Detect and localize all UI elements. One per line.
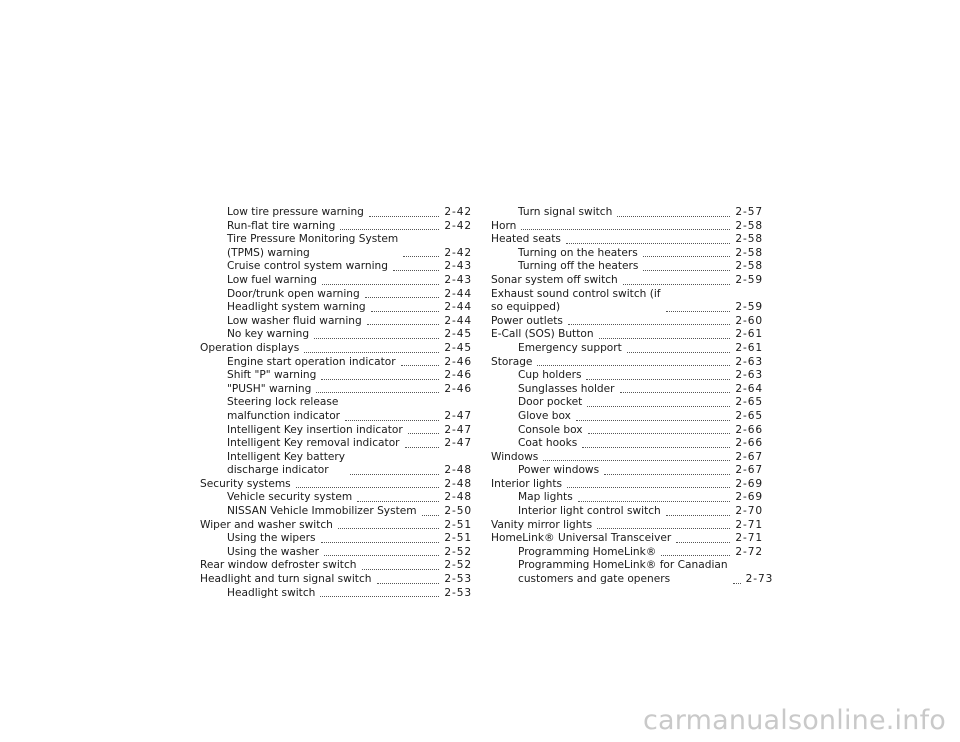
- dot-leader: [588, 433, 731, 434]
- toc-entry-page-number: 2-59: [735, 273, 763, 286]
- toc-entry-title: Glove box: [518, 409, 571, 422]
- dot-leader: [578, 501, 731, 502]
- toc-entry-title: Windows: [491, 450, 539, 463]
- watermark-text: carmanualsonline.info: [643, 705, 946, 736]
- toc-entry[interactable]: [200, 342, 472, 356]
- toc-entry-title: Using the wipers: [227, 532, 316, 545]
- toc-entry[interactable]: [491, 288, 763, 315]
- toc-entry[interactable]: [491, 396, 763, 410]
- dot-leader: [576, 420, 730, 421]
- toc-entry[interactable]: [491, 546, 763, 560]
- toc-entry-page-number: 2-70: [735, 505, 763, 518]
- toc-entry[interactable]: [491, 315, 763, 329]
- toc-entry[interactable]: [491, 369, 763, 383]
- dot-leader: [324, 555, 439, 556]
- toc-entry-title: Turning on the heaters: [518, 246, 638, 259]
- dot-leader: [321, 379, 439, 380]
- dot-leader: [599, 338, 731, 339]
- toc-entry-page-number: 2-61: [735, 328, 763, 341]
- toc-entry-page-number: 2-63: [735, 369, 763, 382]
- toc-entry-page-number: 2-58: [735, 233, 763, 246]
- dot-leader: [582, 447, 730, 448]
- toc-entry-title: Security systems: [200, 477, 291, 490]
- toc-entry-page-number: 2-53: [444, 573, 472, 586]
- dot-leader: [566, 243, 730, 244]
- toc-entry-page-number: 2-63: [735, 355, 763, 368]
- toc-entry[interactable]: [200, 437, 472, 451]
- toc-entry[interactable]: [200, 356, 472, 370]
- dot-leader: [316, 392, 439, 393]
- toc-entry[interactable]: [200, 573, 472, 587]
- dot-leader: [321, 542, 440, 543]
- toc-entry[interactable]: [200, 532, 472, 546]
- toc-entry[interactable]: [200, 260, 472, 274]
- dot-leader: [623, 284, 731, 285]
- toc-entry-page-number: 2-58: [735, 219, 763, 232]
- dot-leader: [586, 379, 730, 380]
- dot-leader: [340, 229, 439, 230]
- toc-entry[interactable]: [200, 519, 472, 533]
- toc-entry[interactable]: [200, 206, 472, 220]
- toc-entry[interactable]: [200, 491, 472, 505]
- toc-entry[interactable]: [200, 478, 472, 492]
- toc-entry-title: Power outlets: [491, 314, 563, 327]
- dot-leader: [643, 270, 730, 271]
- dot-leader: [666, 311, 731, 312]
- toc-entry[interactable]: [200, 505, 472, 519]
- dot-leader: [369, 216, 439, 217]
- dot-leader: [314, 338, 439, 339]
- dot-leader: [377, 583, 440, 584]
- dot-leader: [567, 487, 730, 488]
- toc-entry[interactable]: [491, 464, 763, 478]
- toc-entry-page-number: 2-71: [735, 518, 763, 531]
- dot-leader: [604, 474, 730, 475]
- toc-entry-page-number: 2-46: [444, 355, 472, 368]
- toc-entry-page-number: 2-58: [735, 260, 763, 273]
- toc-entry[interactable]: [491, 410, 763, 424]
- toc-entry[interactable]: [491, 505, 763, 519]
- toc-entry-title: Wiper and washer switch: [200, 518, 333, 531]
- dot-leader: [422, 515, 440, 516]
- toc-entry-page-number: 2-42: [444, 246, 472, 259]
- toc-entry-page-number: 2-65: [735, 409, 763, 422]
- dot-leader: [587, 406, 730, 407]
- toc-entry-title: Tire Pressure Monitoring System (TPMS) warning: [227, 233, 399, 259]
- toc-entry-page-number: 2-45: [444, 328, 472, 341]
- toc-entry-page-number: 2-48: [444, 464, 472, 477]
- dot-leader: [304, 352, 439, 353]
- toc-entry-title: Low fuel warning: [227, 273, 317, 286]
- toc-entry-title: Shift "P" warning: [227, 369, 317, 382]
- toc-entry-page-number: 2-66: [735, 437, 763, 450]
- toc-entry-title: Intelligent Key insertion indicator: [227, 423, 403, 436]
- toc-entry-title: Door pocket: [518, 396, 583, 409]
- toc-entry-title: Headlight switch: [227, 586, 316, 599]
- toc-entry[interactable]: [491, 532, 763, 546]
- toc-entry-page-number: 2-71: [735, 532, 763, 545]
- dot-leader: [365, 297, 440, 298]
- toc-entry[interactable]: [200, 587, 472, 601]
- toc-entry-title: Run-flat tire warning: [227, 219, 336, 232]
- dot-leader: [597, 528, 730, 529]
- dot-leader: [521, 229, 730, 230]
- dot-leader: [345, 420, 439, 421]
- toc-entry[interactable]: [491, 206, 763, 220]
- toc-entry-title: Interior lights: [491, 477, 563, 490]
- toc-entry-title: Vehicle security system: [227, 491, 353, 504]
- toc-entry-title: Headlight and turn signal switch: [200, 573, 372, 586]
- dot-leader: [393, 270, 439, 271]
- toc-entry[interactable]: [491, 383, 763, 397]
- toc-entry-title: Emergency support: [518, 341, 622, 354]
- toc-entry[interactable]: [200, 233, 472, 260]
- dot-leader: [401, 365, 440, 366]
- toc-entry-title: Cup holders: [518, 369, 582, 382]
- toc-entry-page-number: 2-73: [745, 573, 774, 586]
- toc-entry-title: Sunglasses holder: [518, 382, 615, 395]
- toc-entry[interactable]: [200, 301, 472, 315]
- dot-leader: [661, 555, 730, 556]
- toc-entry-title: E-Call (SOS) Button: [491, 328, 594, 341]
- toc-entry-title: Headlight system warning: [227, 301, 366, 314]
- toc-entry[interactable]: [200, 396, 472, 423]
- toc-entry-page-number: 2-72: [735, 545, 763, 558]
- toc-entry-title: Storage: [491, 355, 533, 368]
- toc-entry[interactable]: [200, 559, 472, 573]
- toc-entry[interactable]: [200, 274, 472, 288]
- toc-entry-title: Programming HomeLink®: [518, 545, 657, 558]
- toc-entry-page-number: 2-60: [735, 314, 763, 327]
- dot-leader: [733, 583, 741, 584]
- toc-entry-title: Interior light control switch: [518, 505, 661, 518]
- toc-entry-title: Console box: [518, 423, 583, 436]
- toc-entry[interactable]: [200, 424, 472, 438]
- toc-entry-title: Steering lock release malfunction indicator: [227, 396, 341, 422]
- toc-entry-page-number: 2-59: [735, 301, 763, 314]
- toc-entry[interactable]: [491, 233, 763, 247]
- toc-entry-page-number: 2-47: [444, 423, 472, 436]
- toc-entry-page-number: 2-44: [444, 287, 472, 300]
- toc-entry-page-number: 2-67: [735, 450, 763, 463]
- toc-entry-page-number: 2-51: [444, 532, 472, 545]
- dot-leader: [338, 528, 439, 529]
- toc-entry-title: Low tire pressure warning: [227, 206, 364, 218]
- toc-entry-page-number: 2-43: [444, 273, 472, 286]
- toc-entry-title: Operation displays: [200, 341, 300, 354]
- dot-leader: [405, 447, 440, 448]
- dot-leader: [666, 515, 731, 516]
- toc-entry-title: Engine start operation indicator: [227, 355, 396, 368]
- toc-entry-page-number: 2-48: [444, 477, 472, 490]
- toc-entry[interactable]: [200, 369, 472, 383]
- dot-leader: [403, 256, 439, 257]
- toc-entry-page-number: 2-53: [444, 586, 472, 599]
- toc-entry-page-number: 2-58: [735, 246, 763, 259]
- toc-entry-page-number: 2-48: [444, 491, 472, 504]
- dot-leader: [568, 324, 730, 325]
- toc-entry[interactable]: [200, 383, 472, 397]
- toc-entry[interactable]: [491, 274, 763, 288]
- dot-leader: [367, 324, 440, 325]
- dot-leader: [357, 501, 439, 502]
- toc-entry-page-number: 2-45: [444, 341, 472, 354]
- toc-entry[interactable]: [491, 559, 774, 586]
- toc-entry-title: Rear window defroster switch: [200, 559, 357, 572]
- toc-entry-title: Turning off the heaters: [518, 260, 639, 273]
- dot-leader: [350, 474, 439, 475]
- toc-entry[interactable]: [491, 220, 763, 234]
- toc-entry-page-number: 2-66: [735, 423, 763, 436]
- toc-entry[interactable]: [200, 328, 472, 342]
- toc-entry-title: Vanity mirror lights: [491, 518, 593, 531]
- toc-entry[interactable]: [491, 328, 763, 342]
- toc-entry[interactable]: [491, 491, 763, 505]
- toc-entry[interactable]: [491, 342, 763, 356]
- toc-entry[interactable]: [200, 220, 472, 234]
- toc-entry[interactable]: [491, 356, 763, 370]
- dot-leader: [320, 596, 439, 597]
- toc-entry-title: Exhaust sound control switch (if so equipped): [491, 287, 661, 314]
- toc-entry-title: NISSAN Vehicle Immobilizer System: [227, 505, 417, 518]
- toc-entry[interactable]: [200, 288, 472, 302]
- toc-entry-title: Door/trunk open warning: [227, 287, 360, 300]
- dot-leader: [627, 352, 731, 353]
- toc-entry[interactable]: [200, 315, 472, 329]
- toc-entry[interactable]: [491, 519, 763, 533]
- toc-entry-title: Map lights: [518, 491, 573, 504]
- toc-entry-title: Intelligent Key battery discharge indicator: [227, 450, 346, 477]
- toc-entry-title: Intelligent Key removal indicator: [227, 437, 400, 450]
- toc-entry-page-number: 2-44: [444, 301, 472, 314]
- toc-entry-title: No key warning: [227, 328, 310, 341]
- toc-entry-title: Sonar system off switch: [491, 273, 618, 286]
- dot-leader: [408, 433, 440, 434]
- toc-entry[interactable]: [491, 247, 763, 261]
- toc-entry-title: Cruise control system warning: [227, 260, 388, 273]
- toc-entry-page-number: 2-46: [444, 369, 472, 382]
- toc-entry[interactable]: [491, 424, 763, 438]
- dot-leader: [371, 311, 440, 312]
- toc-column-right: [491, 206, 774, 587]
- dot-leader: [617, 216, 730, 217]
- toc-entry[interactable]: [491, 478, 763, 492]
- toc-entry-page-number: 2-46: [444, 382, 472, 395]
- dot-leader: [643, 256, 731, 257]
- toc-entry-page-number: 2-43: [444, 260, 472, 273]
- toc-entry-page-number: 2-42: [444, 206, 472, 218]
- toc-entry-title: Low washer fluid warning: [227, 314, 362, 327]
- toc-entry-page-number: 2-69: [735, 477, 763, 490]
- toc-entry-title: Coat hooks: [518, 437, 578, 450]
- dot-leader: [537, 365, 730, 366]
- toc-entry-page-number: 2-61: [735, 341, 763, 354]
- toc-entry-page-number: 2-50: [444, 505, 472, 518]
- toc-entry-page-number: 2-52: [444, 545, 472, 558]
- toc-entry-page-number: 2-67: [735, 464, 763, 477]
- toc-entry-page-number: 2-42: [444, 219, 472, 232]
- toc-entry-title: Heated seats: [491, 233, 561, 246]
- toc-entry-page-number: 2-65: [735, 396, 763, 409]
- dot-leader: [676, 542, 730, 543]
- toc-entry-page-number: 2-52: [444, 559, 472, 572]
- toc-entry[interactable]: [491, 451, 763, 465]
- toc-column-left: [200, 206, 472, 600]
- toc-entry-page-number: 2-57: [735, 206, 763, 218]
- toc-entry-page-number: 2-44: [444, 314, 472, 327]
- toc-entry[interactable]: [200, 546, 472, 560]
- dot-leader: [543, 460, 730, 461]
- dot-leader: [362, 569, 440, 570]
- toc-entry-page-number: 2-69: [735, 491, 763, 504]
- toc-entry-title: Horn: [491, 219, 517, 232]
- toc-entry-title: Programming HomeLink® for Canadian customers and gate openers: [518, 559, 728, 586]
- toc-entry[interactable]: [200, 451, 472, 478]
- toc-entry-title: HomeLink® Universal Transceiver: [491, 532, 672, 545]
- toc-entry-title: "PUSH" warning: [227, 382, 312, 395]
- dot-leader: [296, 487, 440, 488]
- toc-entry[interactable]: [491, 437, 763, 451]
- toc-entry-page-number: 2-47: [444, 437, 472, 450]
- toc-entry-page-number: 2-64: [735, 382, 763, 395]
- toc-entry-title: Using the washer: [227, 545, 320, 558]
- toc-entry-page-number: 2-47: [444, 409, 472, 422]
- toc-entry-title: Turn signal switch: [518, 206, 613, 218]
- toc-entry-title: Power windows: [518, 464, 600, 477]
- toc-entry[interactable]: [491, 260, 763, 274]
- toc-entry-page-number: 2-51: [444, 518, 472, 531]
- dot-leader: [620, 392, 731, 393]
- dot-leader: [322, 284, 439, 285]
